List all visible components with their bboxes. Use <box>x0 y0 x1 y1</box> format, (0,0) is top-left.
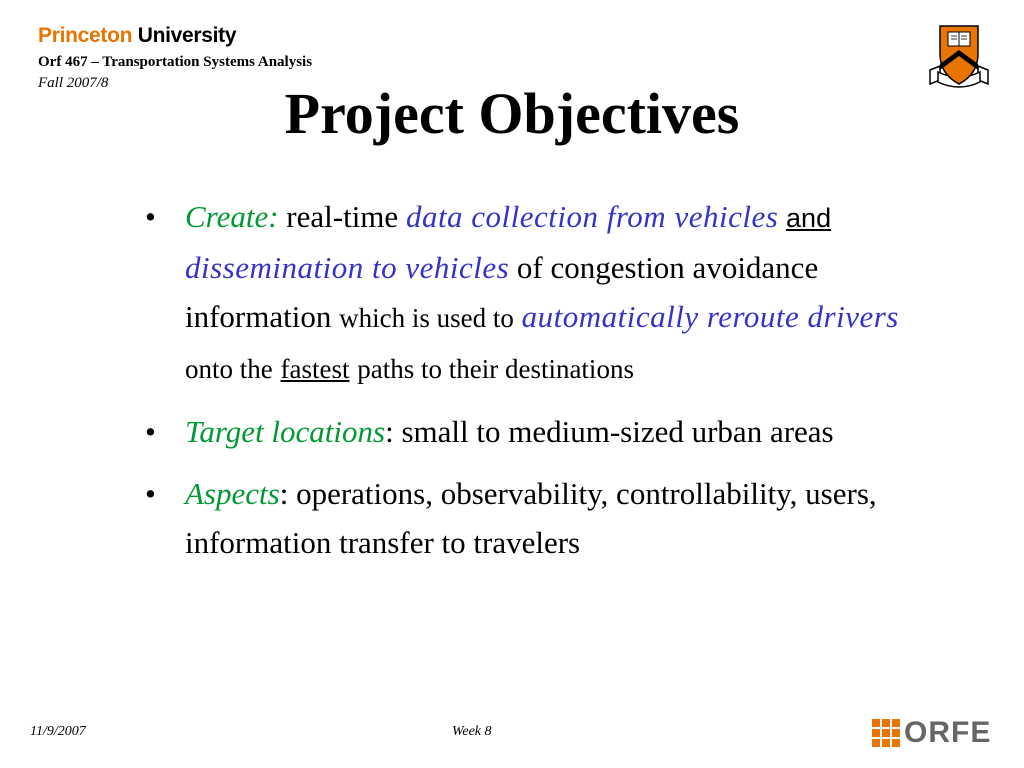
bullet-marker: • <box>145 476 156 511</box>
text-which-is-used: which is used to <box>339 303 514 333</box>
princeton-university-logo <box>38 24 236 48</box>
slide-title: Project Objectives <box>284 81 740 146</box>
bullet-text-aspects: operations, observability, controllability, users, information transfer to travelers <box>185 476 877 560</box>
logo-princeton: Princeton <box>38 24 133 47</box>
text-congestion: of congestion avoidance information <box>185 250 819 334</box>
text-onto-the: onto the <box>185 354 273 384</box>
orfe-logo <box>872 716 991 750</box>
bullet-item-aspects <box>145 469 945 567</box>
text-and: and <box>786 203 832 233</box>
bullet-list <box>145 192 945 580</box>
bullet-item-create <box>145 192 945 394</box>
course-term: Fall 2007/8 <box>38 75 109 91</box>
footer-date: 11/9/2007 <box>30 724 86 739</box>
bullet-text-target: small to medium-sized urban areas <box>401 414 834 449</box>
bullet-colon: : <box>385 414 394 449</box>
bullet-lead-create: Create: <box>185 199 279 234</box>
bullet-marker: • <box>145 199 156 234</box>
text-paths: paths to their destinations <box>357 354 634 384</box>
text-fastest: fastest <box>280 354 350 384</box>
bullet-item-target-locations <box>145 407 945 456</box>
orfe-text: ORFE <box>904 716 992 749</box>
text-reroute: automatically reroute drivers <box>521 299 899 334</box>
text-data-collection: data collection from vehicles <box>405 199 779 234</box>
text-dissemination: dissemination to vehicles <box>185 250 510 285</box>
footer-week: Week 8 <box>452 724 492 739</box>
bullet-lead-aspects: Aspects <box>185 476 280 511</box>
logo-university: University <box>137 24 237 47</box>
bullet-colon: : <box>279 476 289 511</box>
text-real-time: real-time <box>286 199 399 234</box>
orfe-grid-icon <box>872 719 900 747</box>
bullet-lead-target: Target locations <box>185 414 386 449</box>
bullet-marker: • <box>145 414 156 449</box>
course-title: Orf 467 – Transportation Systems Analysis <box>38 54 313 70</box>
